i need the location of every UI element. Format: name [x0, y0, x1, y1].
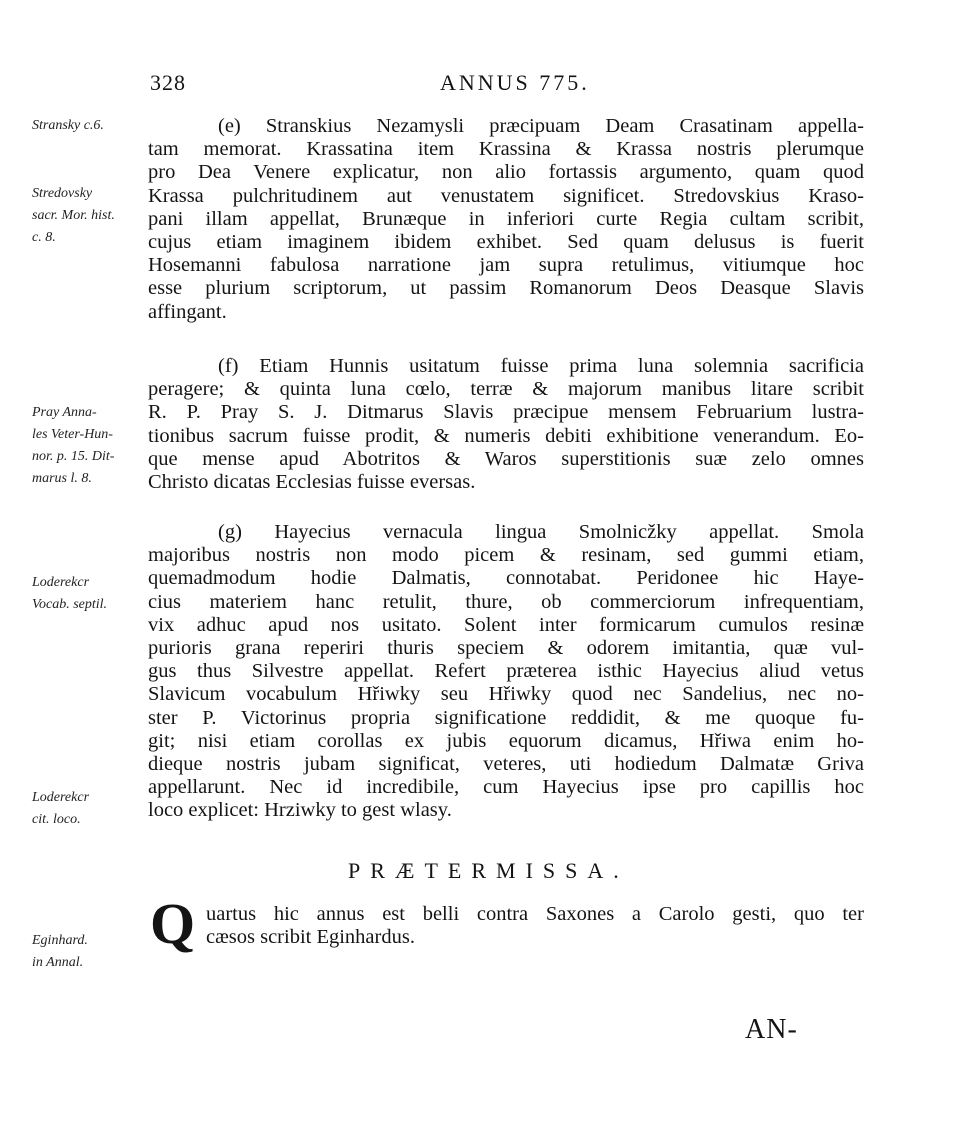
margin-line: in Annal. — [32, 955, 84, 970]
text-line: git; nisi etiam corollas ex jubis equorum dicamus, Hřiwa enim ho- — [148, 729, 864, 752]
margin-note-eginhard — [32, 930, 147, 974]
margin-note-loderekcr-vocab — [32, 572, 147, 616]
page-header — [150, 70, 870, 98]
text-line: Krassa pulchritudinem aut venustatem significet. Stredovskius Kraso- — [148, 184, 864, 207]
text-line: (g) Hayecius vernacula lingua Smolnicžky appellat. Smola — [218, 521, 864, 543]
margin-note-loderekcr-cit — [32, 787, 147, 831]
text-line: majoribus nostris non modo picem & resinam, sed gummi etiam, — [148, 544, 864, 567]
text-line: vix adhuc apud nos usitato. Solent inter formicarum cumulos resinæ — [148, 613, 864, 636]
text-line: pani illam appellat, Brunæque in inferiori curte Regia cultam scribit, — [148, 207, 864, 230]
text-line: esse plurium scriptorum, ut passim Romanorum Deos Deasque Slavis — [148, 277, 864, 300]
text-line: uartus hic annus est belli contra Saxones a Carolo gesti, quo ter — [206, 903, 864, 925]
section-heading: PRÆTERMISSA. — [348, 858, 629, 883]
text-line: Hosemanni fabulosa narratione jam supra retulimus, vitiumque hoc — [148, 254, 864, 277]
margin-note-stransky — [32, 115, 147, 137]
text-line: (f) Etiam Hunnis usitatum fuisse prima luna solemnia sacrificia — [218, 355, 864, 377]
text-line: purioris grana reperiri thuris speciem & odorem imitantia, quæ vul- — [148, 637, 864, 660]
text-line: (e) Stranskius Nezamysli præcipuam Deam Crasatinam appella- — [218, 115, 864, 137]
text-line: Christo dicatas Ecclesias fuisse eversas. — [148, 471, 476, 494]
margin-note-pray — [32, 402, 147, 490]
text-line: tionibus sacrum fuisse prodit, & numeris debiti exhibitione venerandum. Eo- — [148, 424, 864, 447]
text-line: tam memorat. Krassatina item Krassina & Krassa nostris plerumque — [148, 138, 864, 161]
margin-line: marus l. 8. — [32, 471, 92, 486]
margin-line: Vocab. septil. — [32, 597, 108, 612]
margin-line: Pray Anna- — [32, 405, 97, 420]
text-line: pro Dea Venere explicatur, non alio fortassis argumento, quam quod — [148, 161, 864, 184]
margin-line: cit. loco. — [32, 812, 81, 827]
text-line: cius materiem hanc retulit, thure, ob commerciorum infrequentiam, — [148, 590, 864, 613]
text-line: cæsos scribit Eginhardus. — [206, 926, 415, 949]
text-line: quemadmodum hodie Dalmatis, connotabat. Peridonee hic Haye- — [148, 567, 864, 590]
text-line: R. P. Pray S. J. Ditmarus Slavis præcipue mensem Februarium lustra- — [148, 401, 864, 424]
margin-line: Stredovsky — [32, 186, 93, 201]
drop-cap: Q — [150, 891, 196, 956]
margin-line: les Veter-Hun- — [32, 427, 113, 442]
text-line: gus thus Silvestre appellat. Refert præterea isthic Hayecius aliud vetus — [148, 660, 864, 683]
footnote-g — [148, 521, 864, 823]
text-line: appellarunt. Nec id incredibile, cum Hayecius ipse pro capillis hoc — [148, 776, 864, 799]
margin-line: Eginhard. — [32, 933, 88, 948]
margin-line: Loderekcr — [32, 575, 90, 590]
text-line: dieque nostris jubam significat, veteres, uti hodiedum Dalmatæ Griva — [148, 753, 864, 776]
paragraph-praetermissa — [206, 903, 864, 949]
page-number: 328 — [150, 70, 186, 95]
text-line: peragere; & quinta luna cœlo, terræ & majorum manibus litare scribit — [148, 378, 864, 401]
text-line: ster P. Victorinus propria significatione reddidit, & me quoque fu- — [148, 706, 864, 729]
footnote-f — [148, 355, 864, 494]
text-line: cujus etiam imaginem ibidem exhibet. Sed quam delusus is fuerit — [148, 231, 864, 254]
margin-line: Loderekcr — [32, 790, 90, 805]
footnote-e — [148, 115, 864, 324]
text-line: que mense apud Abotritos & Waros superstitionis suæ zelo omnes — [148, 447, 864, 470]
running-title: ANNUS 775. — [440, 70, 590, 95]
text-line: loco explicet: Hrziwky to gest wlasy. — [148, 799, 452, 822]
margin-line: Stransky c.6. — [32, 118, 104, 133]
text-line: affingant. — [148, 300, 227, 323]
margin-note-stredovsky — [32, 183, 147, 249]
margin-line: c. 8. — [32, 230, 56, 245]
catchword: AN- — [745, 1014, 798, 1045]
margin-line: sacr. Mor. hist. — [32, 208, 115, 223]
margin-line: nor. p. 15. Dit- — [32, 449, 115, 464]
text-line: Slavicum vocabulum Hřiwky seu Hřiwky quod nec Sandelius, nec no- — [148, 683, 864, 706]
